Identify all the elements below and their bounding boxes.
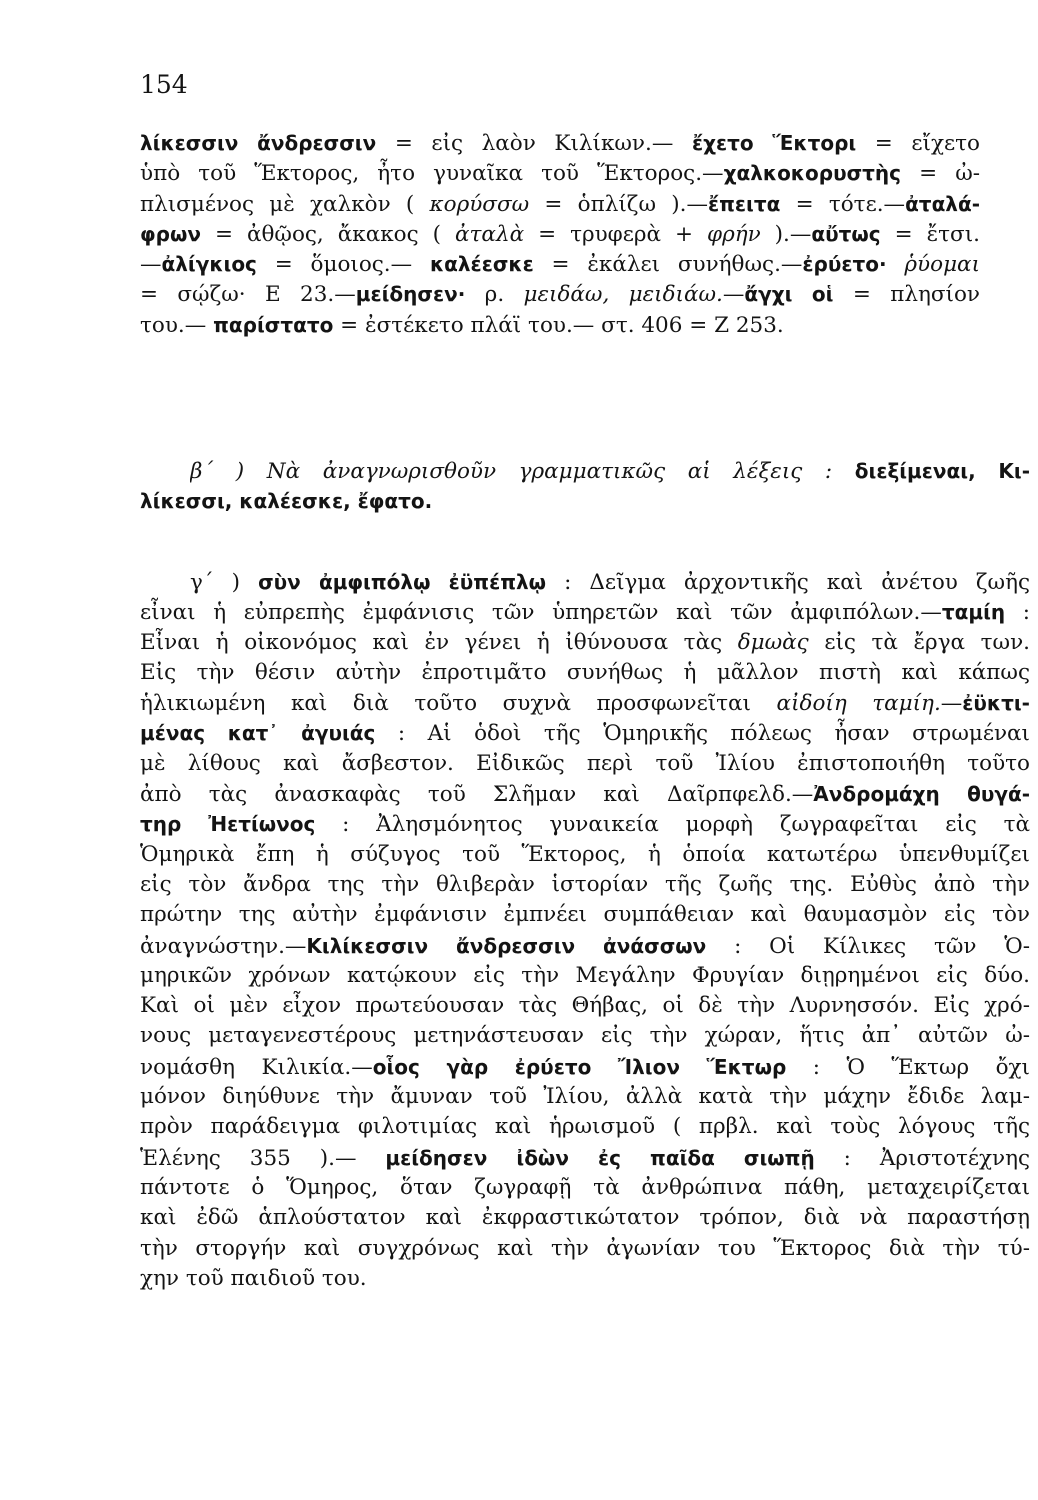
headword: ἀταλά-	[905, 191, 980, 216]
italic-text: β΄ ) Νὰ ἀναγνωρισθοῦν γραμματικῶς αἱ λέξεις :	[190, 459, 833, 484]
body-text: = τρυφερὰ +	[524, 221, 708, 247]
text-line	[140, 628, 1030, 658]
body-text: πρὸν παράδειγμα φιλοτιμίας καὶ ἡρωισμοῦ ( πρβλ. καὶ τοὺς λόγους τῆς	[140, 1114, 1030, 1140]
headword: αὔτως	[811, 221, 881, 246]
text-line	[140, 840, 1030, 870]
body-text: Εἶναι ἡ οἰκονόμος καὶ ἐν γένει ἡ ἰθύνουσα τὰς	[140, 629, 738, 655]
body-text: νους μεταγενεστέρους μετηνάστευσαν εἰς τὴν χώραν, ἥτις ἀπ᾽ αὐτῶν ὠ-	[140, 1023, 1030, 1049]
text-line	[140, 991, 1030, 1021]
body-text: γ΄ )	[190, 570, 259, 595]
text-line	[140, 279, 980, 309]
body-text: χην τοῦ παιδιοῦ του.	[140, 1265, 367, 1291]
body-text: Ὁμηρικὰ ἔπη ἡ σύζυγος τοῦ Ἕκτορος, ἡ ὁποία κατωτέρω ὑπενθυμίζει	[140, 841, 1030, 867]
headword: ἄγχι οἱ	[744, 282, 834, 307]
body-text: Ἑλένης 355 ).—	[140, 1145, 386, 1171]
text-line	[140, 1234, 1030, 1264]
headword: μένας κατ᾽ ἀγυιάς	[140, 721, 376, 746]
italic-text: φρήν	[707, 221, 761, 247]
headword: τηρ Ἠετίωνος	[140, 812, 316, 837]
text-line	[140, 658, 1030, 688]
headword: φρων	[140, 221, 201, 246]
italic-text: ἀταλὰ	[455, 221, 525, 247]
text-line	[140, 128, 980, 158]
body-text: : Ὁ Ἕκτωρ ὄχι	[786, 1054, 1030, 1080]
headword: ἔπειτα	[707, 191, 781, 216]
italic-text: ῥύομαι	[904, 252, 980, 278]
headword: καλέεσκε	[429, 252, 534, 277]
paragraph-glossary	[140, 128, 980, 340]
text-line	[140, 1112, 1030, 1142]
paragraph-exercise-beta	[140, 456, 1030, 517]
text-line	[140, 597, 1030, 627]
body-text: : Αἱ ὁδοὶ τῆς Ὁμηρικῆς πόλεως ἦσαν στρωμέναι	[375, 721, 1030, 747]
text-line	[140, 1052, 1030, 1082]
body-text: ἡλικιωμένη καὶ διὰ τοῦτο συχνὰ προσφωνεῖται	[140, 691, 777, 717]
headword: ἔχετο Ἕκτορι	[691, 131, 857, 155]
body-text: Εἰς τὴν θέσιν αὐτὴν ἐπροτιμᾶτο συνήθως ἡ μᾶλλον πιστὴ καὶ κάπως	[140, 659, 1030, 685]
body-text: : Ἀριστοτέχνης	[814, 1145, 1030, 1171]
headword: σὺν ἀμφιπόλῳ ἐϋπέπλῳ	[258, 570, 547, 594]
text-line	[140, 1021, 1030, 1051]
body-text: εἶναι ἡ εὐπρεπὴς ἐμφάνισις τῶν ὑπηρετῶν καὶ τῶν ἀμφιπόλων.—	[140, 600, 942, 626]
text-line	[140, 931, 1030, 961]
body-text: ).—	[760, 221, 812, 247]
body-text: ἀναγνώστην.—	[140, 933, 307, 959]
headword: ἐρύετο·	[802, 252, 887, 277]
headword: οἷος γὰρ ἐρύετο Ἴλιον Ἕκτωρ	[372, 1054, 787, 1079]
body-text: = σῴζω· Ε 23.—	[140, 282, 356, 308]
body-text: :	[1005, 600, 1030, 626]
body-text: του.—	[140, 312, 214, 338]
text-line	[140, 718, 1030, 748]
text-line	[140, 1082, 1030, 1112]
body-text: = πλησίον	[833, 282, 980, 308]
body-text: καὶ ἐδῶ ἁπλούστατον καὶ ἐκφραστικώτατον τρόπον, διὰ νὰ παραστήσῃ	[140, 1205, 1030, 1231]
text-line	[140, 779, 1030, 809]
headword: ἐϋκτι-	[962, 691, 1030, 716]
body-text	[887, 252, 905, 277]
body-text: Καὶ οἱ μὲν εἶχον πρωτεύουσαν τὰς Θήβας, οἱ δὲ τὴν Λυρνησσόν. Εἰς χρό-	[140, 993, 1030, 1019]
italic-text: αἰδοίη ταμίη.	[776, 691, 941, 717]
body-text: = ἐκάλει συνήθως.—	[533, 252, 803, 278]
text-line	[140, 688, 1030, 718]
body-text: = ἀθῷος, ἄκακος (	[200, 221, 456, 247]
body-text	[832, 459, 855, 484]
text-line	[140, 749, 1030, 779]
headword: μείδησεν ἰδὼν ἐς παῖδα σιωπῇ	[385, 1145, 815, 1170]
headword: ταμίη	[941, 600, 1006, 625]
body-text: : Οἱ Κίλικες τῶν Ὁ-	[706, 933, 1030, 959]
text-line	[190, 567, 1030, 597]
text-line	[190, 456, 1030, 486]
headword: Ἀνδρομάχη θυγά-	[813, 782, 1030, 807]
headword: παρίστατο	[213, 312, 334, 337]
text-line	[140, 1203, 1030, 1233]
headword: χαλκοκορυστὴς	[723, 161, 902, 186]
text-line	[140, 900, 1030, 930]
body-text: μὲ λίθους καὶ ἄσβεστον. Εἰδικῶς περὶ τοῦ Ἰλίου ἐπιστοποιήθη τοῦτο	[140, 750, 1030, 776]
body-text: εἰς τὸν ἄνδρα της τὴν θλιβερὰν ἱστορίαν τῆς ζωῆς της. Εὐθὺς ἀπὸ τὴν	[140, 871, 1030, 897]
headword: διεξίμεναι, Κι-	[854, 459, 1030, 483]
body-text: : Ἀλησμόνητος γυναικεία μορφὴ ζωγραφεῖται εἰς τὰ	[315, 812, 1030, 838]
body-text: —	[722, 282, 745, 308]
body-text: μηρικῶν χρόνων κατῴκουν εἰς τὴν Μεγάλην Φρυγίαν διῃρημένοι εἰς δύο.	[140, 962, 1030, 988]
body-text: μόνον διηύθυνε τὴν ἄμυναν τοῦ Ἰλίου, ἀλλὰ κατὰ τὴν μάχην ἔδιδε λαμ-	[140, 1084, 1030, 1110]
body-text: = εἴχετο	[856, 131, 980, 156]
text-line	[140, 249, 980, 279]
body-text: —	[140, 252, 162, 278]
italic-text: δμωὰς	[737, 629, 809, 655]
text-line	[140, 809, 1030, 839]
text-line	[140, 189, 980, 219]
body-text: πλισμένος μὲ χαλκὸν (	[140, 191, 430, 217]
text-line	[140, 158, 980, 188]
body-text: ἀπὸ τὰς ἀνασκαφὰς τοῦ Σλῆμαν καὶ Δαῖρπφελδ.—	[140, 782, 814, 808]
body-text: = τότε.—	[780, 191, 906, 217]
body-text: πάντοτε ὁ Ὅμηρος, ὅταν ζωγραφῇ τὰ ἀνθρώπινα πάθη, μεταχειρίζεται	[140, 1174, 1030, 1200]
body-text: = ὁπλίζω ).—	[529, 191, 708, 217]
headword: ἀλίγκιος	[161, 252, 257, 277]
text-line	[140, 1264, 1030, 1294]
headword: μείδησεν·	[355, 282, 466, 307]
body-text: = ὅμοιος.—	[256, 252, 430, 278]
text-line	[140, 961, 1030, 991]
body-text: —	[940, 691, 963, 717]
text-line	[140, 219, 980, 249]
headword: Κιλίκεσσιν ἄνδρεσσιν ἀνάσσων	[306, 933, 707, 958]
body-text: τὴν στοργήν καὶ συγχρόνως καὶ τὴν ἀγωνίαν του Ἕκτορος διὰ τὴν τύ-	[140, 1235, 1030, 1261]
text-line	[140, 1143, 1030, 1173]
headword: λίκεσσιν ἄνδρεσσιν	[140, 131, 377, 155]
italic-text: μειδάω, μειδιάω.	[523, 282, 723, 308]
body-text: = εἰς λαὸν Κιλίκων.—	[376, 131, 692, 156]
body-text: νομάσθη Κιλικία.—	[140, 1054, 373, 1080]
italic-text: κορύσσω	[429, 191, 530, 217]
body-text: = ὠ-	[901, 161, 980, 187]
text-line	[140, 486, 1030, 516]
text-line	[140, 310, 980, 340]
text-line	[140, 1173, 1030, 1203]
body-text: εἰς τὰ ἔργα των.	[808, 629, 1030, 655]
body-text: : Δεῖγμα ἀρχοντικῆς καὶ ἀνέτου ζωῆς	[546, 570, 1030, 595]
body-text: ρ.	[465, 282, 524, 308]
body-text: ὑπὸ τοῦ Ἕκτορος, ἦτο γυναῖκα τοῦ Ἕκτορος.—	[140, 161, 724, 187]
headword: λίκεσσι, καλέεσκε, ἔφατο.	[140, 489, 433, 514]
page-number: 154	[140, 70, 188, 99]
body-text: = ἔτσι.	[880, 221, 980, 247]
paragraph-commentary-gamma	[140, 567, 1030, 1294]
text-line	[140, 870, 1030, 900]
body-text: πρώτην της αὐτὴν ἐμφάνισιν ἐμπνέει συμπάθειαν καὶ θαυμασμὸν εἰς τὸν	[140, 902, 1030, 928]
body-text: = ἐστέκετο πλάϊ του.— στ. 406 = Ζ 253.	[333, 312, 784, 338]
